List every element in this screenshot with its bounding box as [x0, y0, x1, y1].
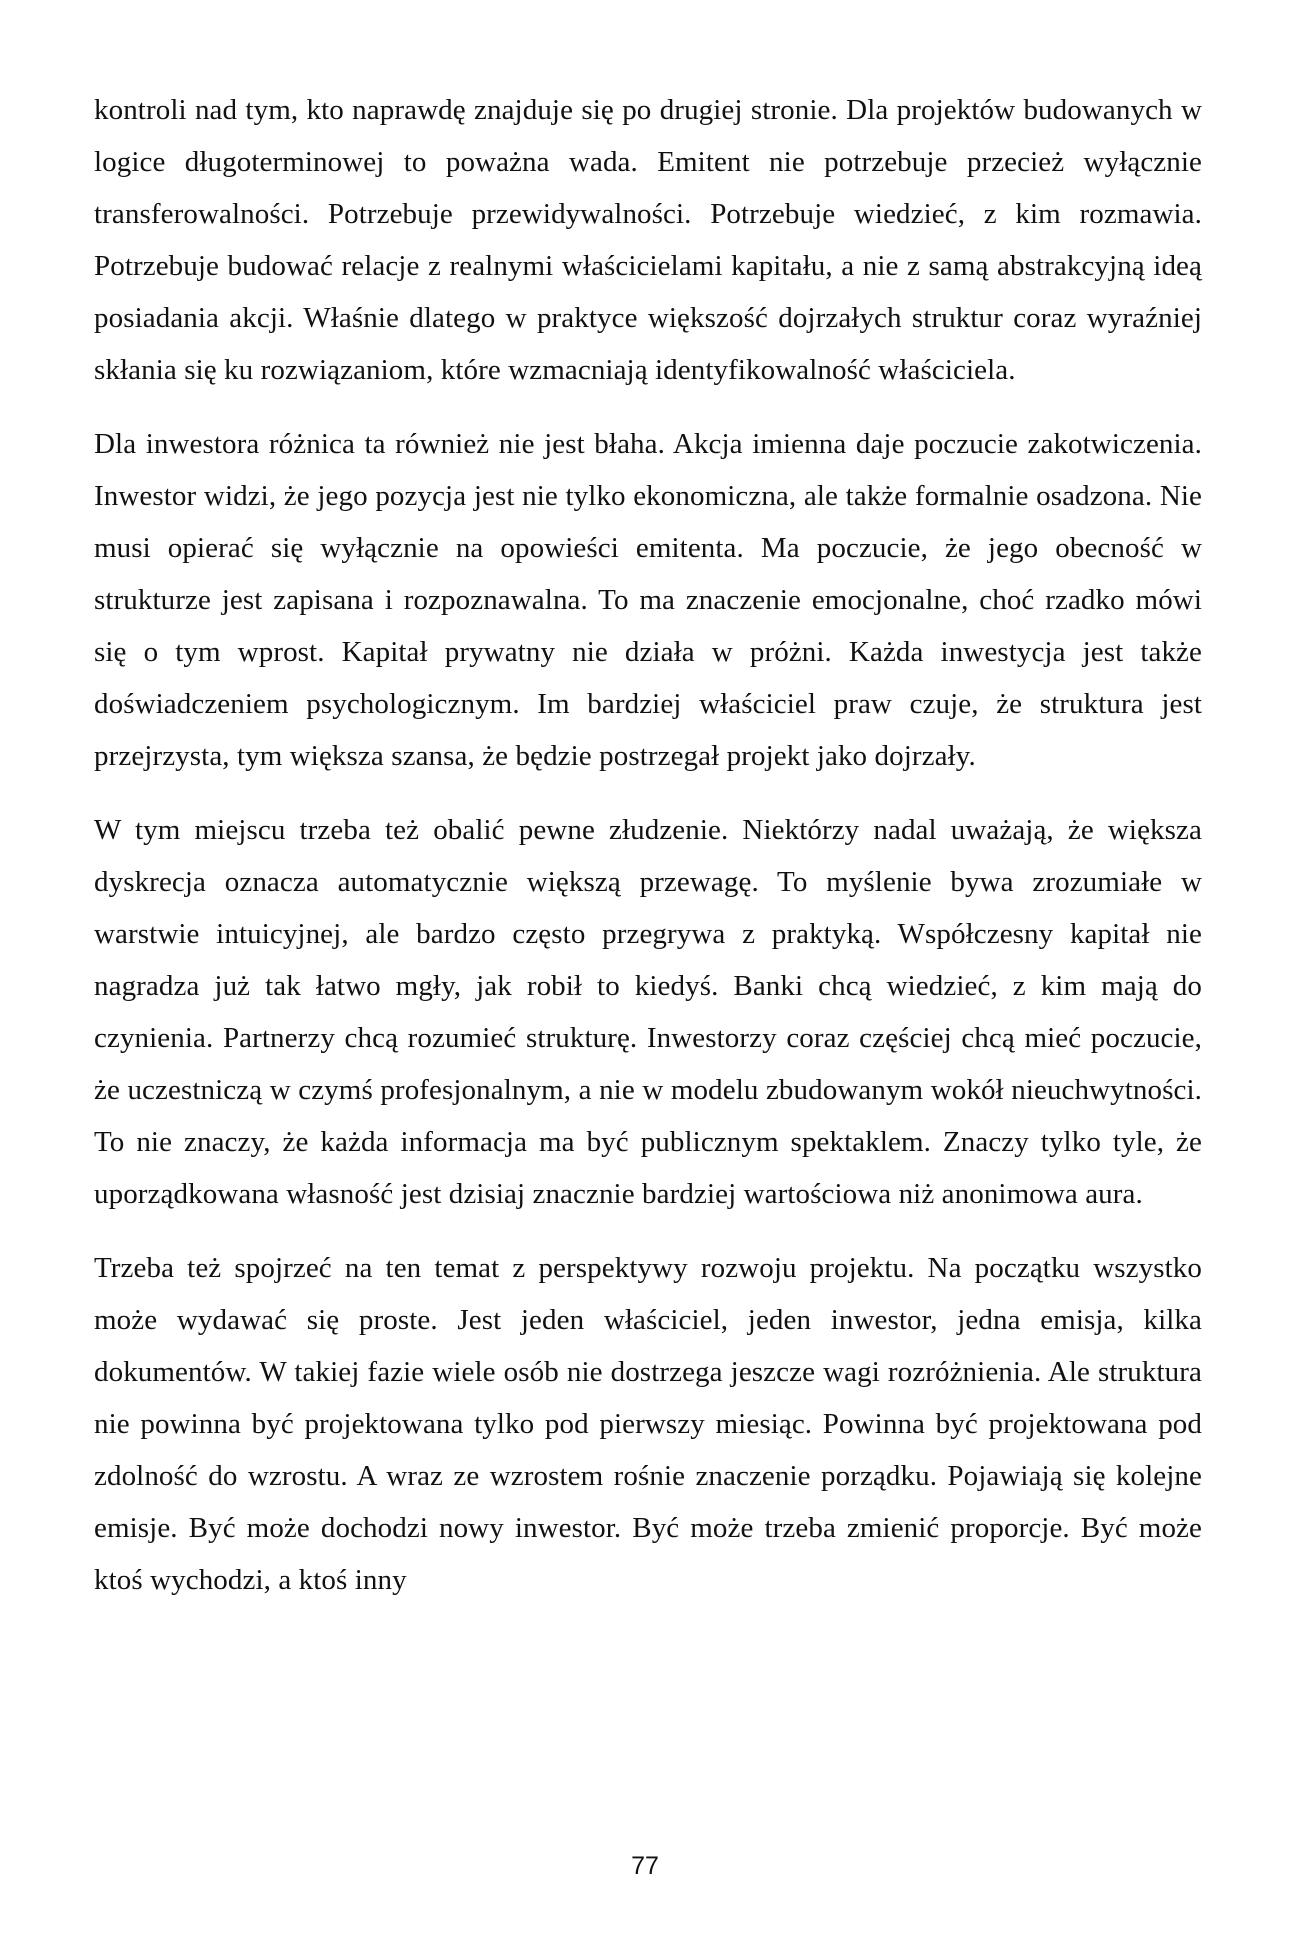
document-page	[94, 84, 1202, 1628]
paragraph-3: W tym miejscu trzeba też obalić pewne złudzenie. Niektórzy nadal uważają, że większa dyskrecja oznacza automatycznie większą przewagę. To myślenie bywa zrozumiałe w warstwie intuicyjnej, ale bardzo często przegrywa z praktyką. Współczesny kapitał nie nagradza już tak łatwo mgły, jak robił to kiedyś. Banki chcą wiedzieć, z kim mają do czynienia. Partnerzy chcą rozumieć strukturę. Inwestorzy coraz częściej chcą mieć poczucie, że uczestniczą w czymś profesjonalnym, a nie w modelu zbudowanym wokół nieuchwytności. To nie znaczy, że każda informacja ma być publicznym spektaklem. Znaczy tylko tyle, że uporządkowana własność jest dzisiaj znacznie bardziej wartościowa niż anonimowa aura.	[94, 814, 1202, 1210]
page-number: 77	[631, 1852, 659, 1880]
paragraph-2: Dla inwestora różnica ta również nie jest błaha. Akcja imienna daje poczucie zakotwiczenia. Inwestor widzi, że jego pozycja jest nie tylko ekonomiczna, ale także formalnie osadzona. Nie musi opierać się wyłącznie na opowieści emitenta. Ma poczucie, że jego obecność w strukturze jest zapisana i rozpoznawalna. To ma znaczenie emocjonalne, choć rzadko mówi się o tym wprost. Kapitał prywatny nie działa w próżni. Każda inwestycja jest także doświadczeniem psychologicznym. Im bardziej właściciel praw czuje, że struktura jest przejrzysta, tym większa szansa, że będzie postrzegał projekt jako dojrzały.	[94, 428, 1202, 772]
paragraph-4: Trzeba też spojrzeć na ten temat z perspektywy rozwoju projektu. Na początku wszystko może wydawać się proste. Jest jeden właściciel, jeden inwestor, jedna emisja, kilka dokumentów. W takiej fazie wiele osób nie dostrzega jeszcze wagi rozróżnienia. Ale struktura nie powinna być projektowana tylko pod pierwszy miesiąc. Powinna być projektowana pod zdolność do wzrostu. A wraz ze wzrostem rośnie znaczenie porządku. Pojawiają się kolejne emisje. Być może dochodzi nowy inwestor. Być może trzeba zmienić proporcje. Być może ktoś wychodzi, a ktoś inny	[94, 1252, 1202, 1596]
paragraph-1: kontroli nad tym, kto naprawdę znajduje się po drugiej stronie. Dla projektów budowanych w logice długoterminowej to poważna wada. Emitent nie potrzebuje przecież wyłącznie transferowalności. Potrzebuje przewidywalności. Potrzebuje wiedzieć, z kim rozmawia. Potrzebuje budować relacje z realnymi właścicielami kapitału, a nie z samą abstrakcyjną ideą posiadania akcji. Właśnie dlatego w praktyce większość dojrzałych struktur coraz wyraźniej skłania się ku rozwiązaniom, które wzmacniają identyfikowalność właściciela.	[94, 94, 1202, 386]
